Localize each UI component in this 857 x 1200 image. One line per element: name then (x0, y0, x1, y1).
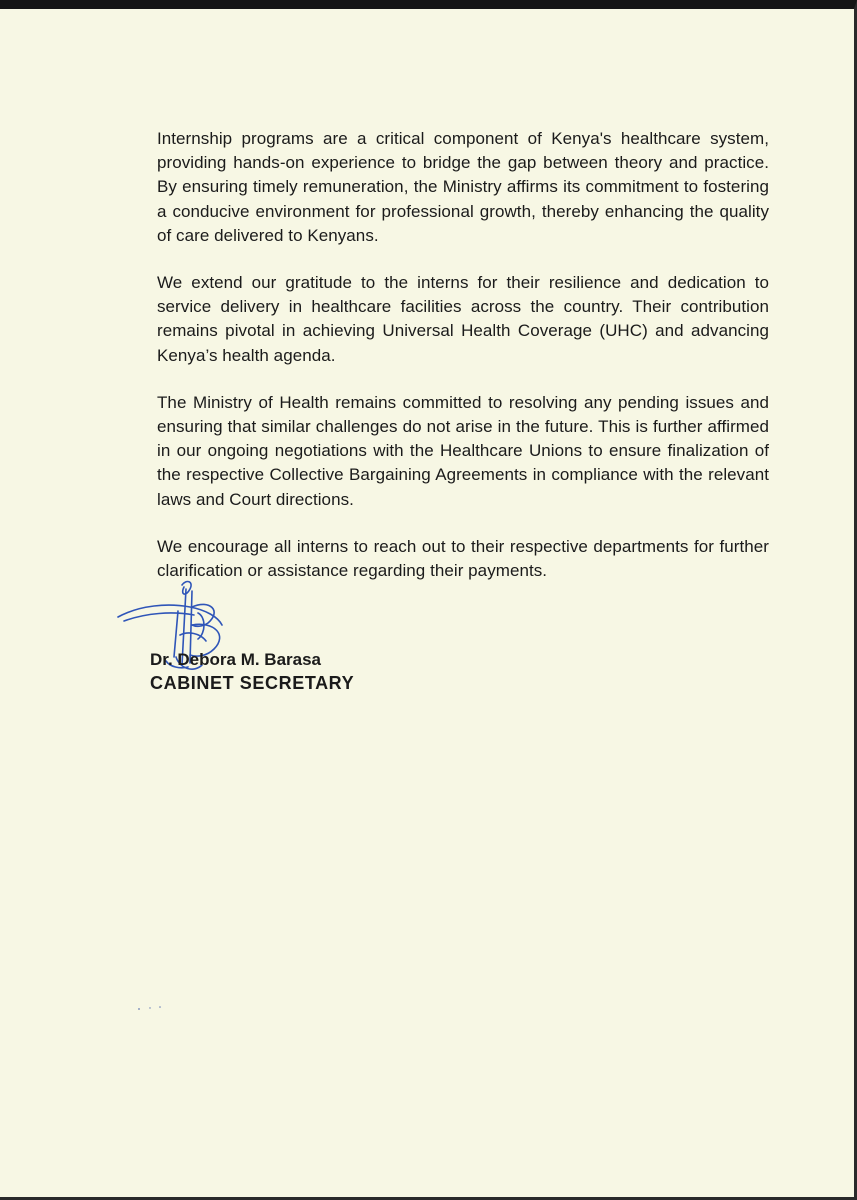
letter-body (157, 127, 769, 606)
paragraph-ministry-commitment: The Ministry of Health remains committed to resolving any pending issues and ensuring that similar challenges do not arise in the future. This is further affirmed in our ongoing negotiations with the Healthcare Unions to ensure finalization of the respective Collective Bargaining Agreements in compliance with the relevant laws and Court directions. (157, 392, 769, 509)
paper-specks (136, 1003, 176, 1013)
paragraph-gratitude: We extend our gratitude to the interns for their resilience and dedication to service delivery in healthcare facilities across the country. Their contribution remains pivotal in achieving Universal Health Coverage (UHC) and advancing Kenya’s health agenda. (157, 273, 769, 365)
signer-title: CABINET SECRETARY (150, 673, 355, 693)
signer-name: Dr. Debora M. Barasa (150, 650, 322, 669)
handwritten-signature (110, 577, 280, 687)
signature-block (150, 577, 450, 707)
paragraph-encouragement: We encourage all interns to reach out to their respective departments for further clarification or assistance regarding their payments. (157, 536, 769, 581)
paragraph-internship-programs: Internship programs are a critical component of Kenya's healthcare system, providing hands-on experience to bridge the gap between theory and practice. By ensuring timely remuneration, the Ministry affirms its commitment to fostering a conducive environment for professional growth, thereby enhancing the quality of care delivered to Kenyans. (157, 129, 769, 245)
